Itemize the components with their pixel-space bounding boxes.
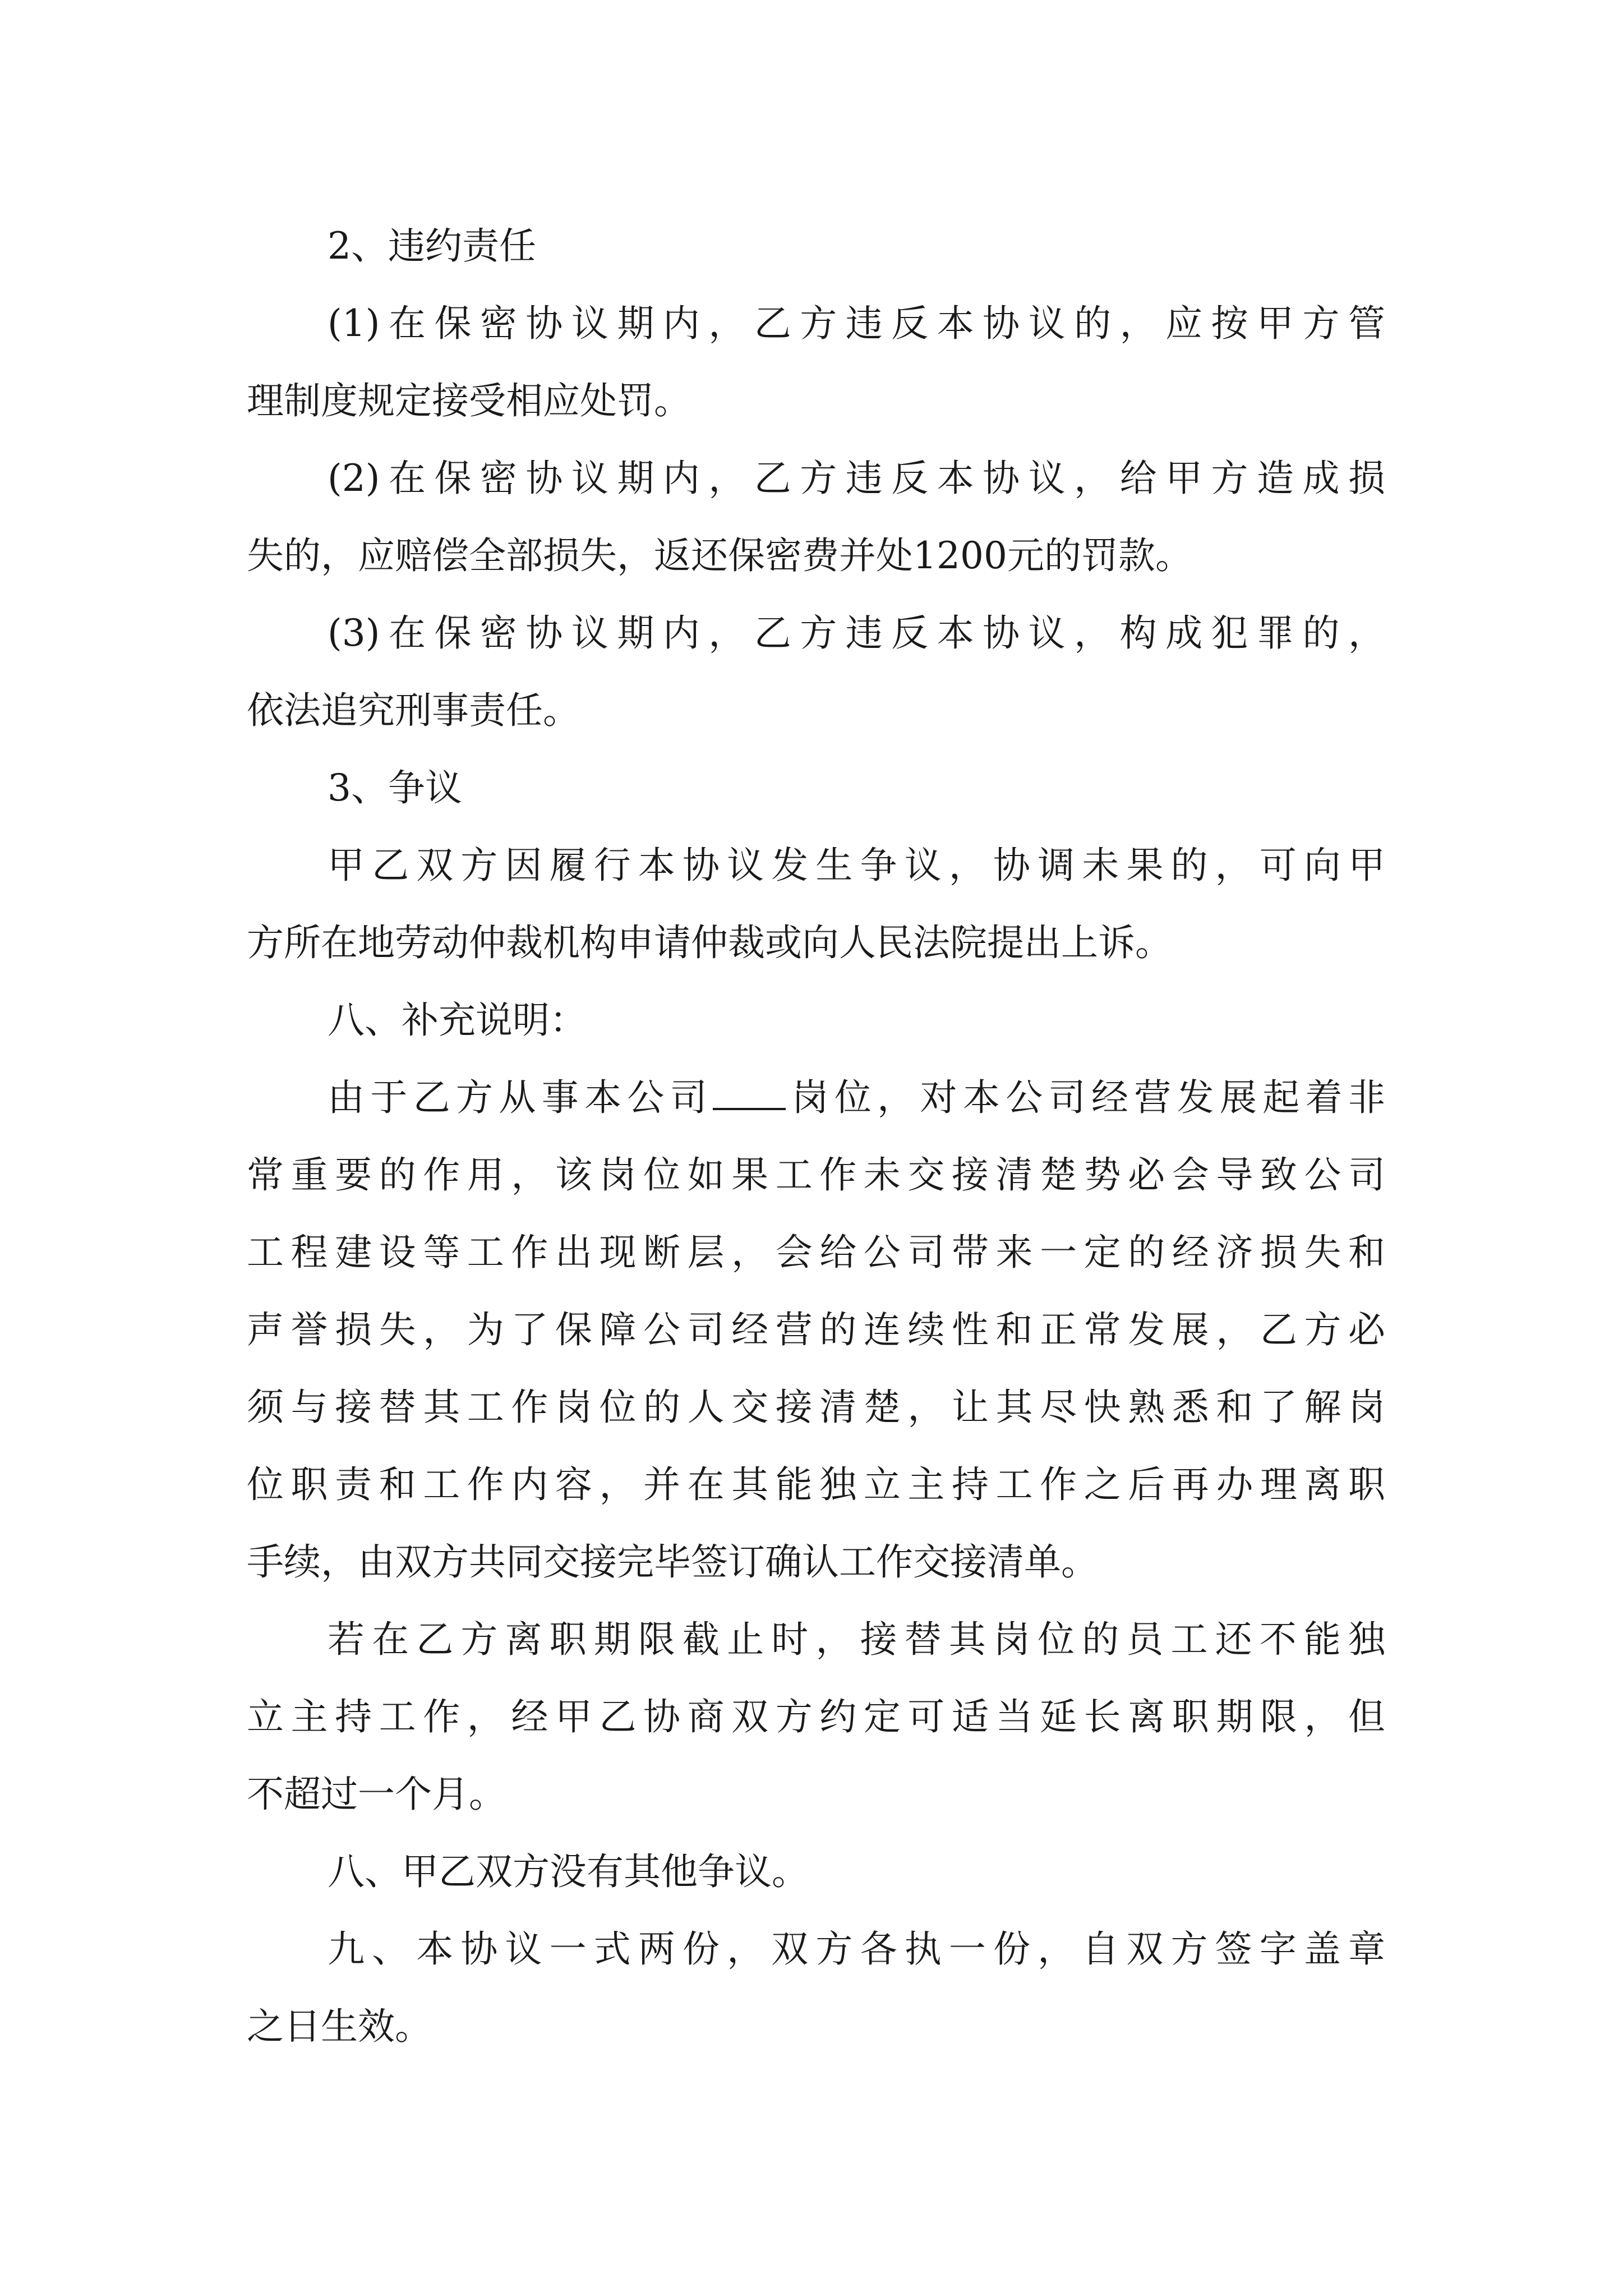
paragraph-line: 手续，由双方共同交接完毕签订确认工作交接清单。 <box>247 1540 1098 1584</box>
line-text-after-blank: 岗位，对本公司经营发展起着非 <box>786 1076 1386 1119</box>
clause-no-other-dispute: 八、甲乙双方没有其他争议。 <box>328 1850 809 1893</box>
paragraph-line: 不超过一个月。 <box>247 1773 506 1816</box>
paragraph-line: 依法追究刑事责任。 <box>247 689 580 732</box>
paragraph-line: 须与接替其工作岗位的人交接清楚，让其尽快熟悉和了解岗 <box>247 1386 1385 1429</box>
paragraph-line: 常重要的作用，该岗位如果工作未交接清楚势必会导致公司 <box>247 1153 1385 1197</box>
paragraph-line: 九、本协议一式两份，双方各执一份，自双方签字盖章 <box>328 1927 1385 1971</box>
line-text-before-blank: 由于乙方从事本公司 <box>328 1076 713 1119</box>
fill-in-blank <box>713 1074 786 1110</box>
paragraph-line: 工程建设等工作出现断层，会给公司带来一定的经济损失和 <box>247 1231 1385 1274</box>
paragraph-line-with-blank <box>247 1059 1385 1137</box>
paragraph-line: 声誉损失，为了保障公司经营的连续性和正常发展，乙方必 <box>247 1308 1385 1351</box>
section-heading-dispute: 3、争议 <box>328 766 462 809</box>
paragraph-line: 甲乙双方因履行本协议发生争议，协调未果的，可向甲 <box>328 844 1385 887</box>
paragraph-line: (2)在保密协议期内，乙方违反本协议，给甲方造成损 <box>328 457 1385 500</box>
paragraph-line: 方所在地劳动仲裁机构申请仲裁或向人民法院提出上诉。 <box>247 921 1172 964</box>
section-heading-breach-liability: 2、违约责任 <box>328 224 536 268</box>
paragraph-line: 若在乙方离职期限截止时，接替其岗位的员工还不能独 <box>328 1618 1385 1661</box>
section-heading-supplementary: 八、补充说明： <box>328 999 587 1042</box>
paragraph-line: 理制度规定接受相应处罚。 <box>247 379 691 422</box>
paragraph-line: 位职责和工作内容，并在其能独立主持工作之后再办理离职 <box>247 1463 1385 1506</box>
paragraph-line: 失的，应赔偿全部损失，返还保密费并处1200元的罚款。 <box>247 534 1192 577</box>
paragraph-line: 立主持工作，经甲乙协商双方约定可适当延长离职期限，但 <box>247 1695 1385 1738</box>
document-page <box>247 208 1385 2065</box>
paragraph-line: (1)在保密协议期内，乙方违反本协议的，应按甲方管 <box>328 302 1385 345</box>
paragraph-line: (3)在保密协议期内，乙方违反本协议，构成犯罪的， <box>328 611 1385 655</box>
paragraph-line: 之日生效。 <box>247 2005 432 2048</box>
